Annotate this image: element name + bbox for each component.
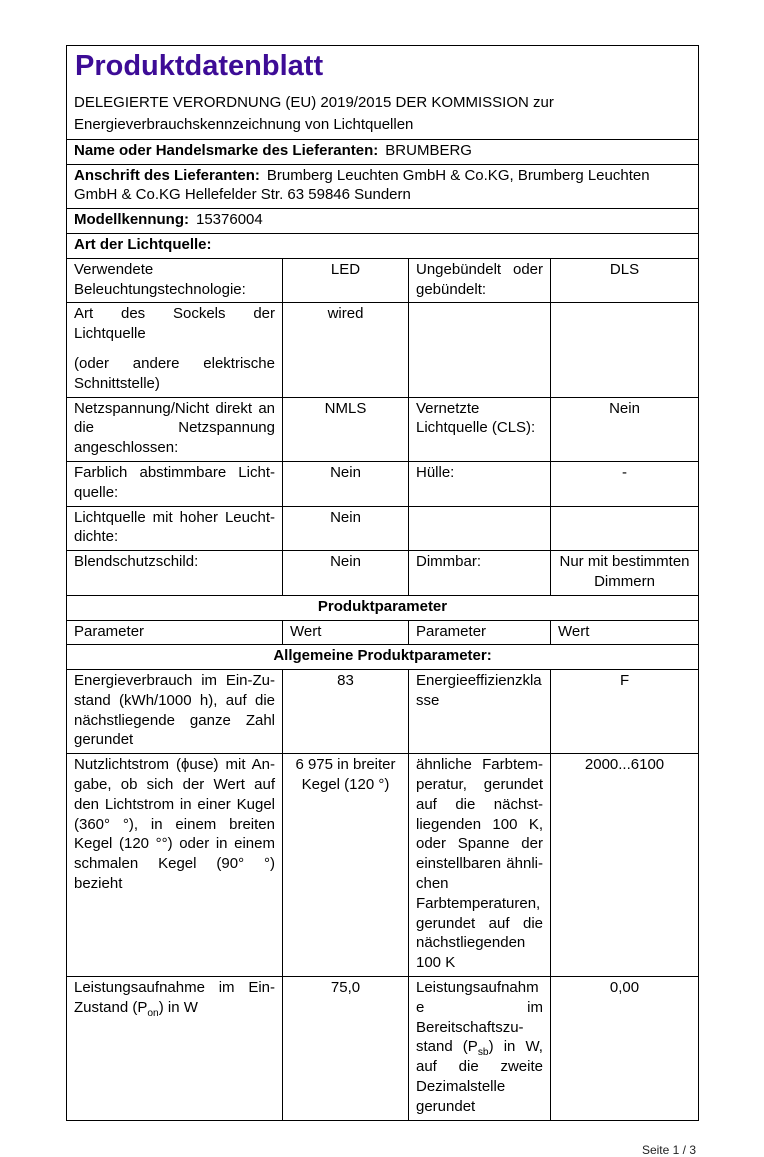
- parameter-cell: ähnliche Farbtemperatur, gerundet auf die nächstliegenden 100 K, oder Spanne der einstellbaren ähnlichen Farbtemperaturen, gerundet auf die nächstliegenden 100 K: [409, 754, 551, 977]
- column-header: Wert: [283, 620, 409, 645]
- supplier-address-label: Anschrift des Lieferanten:: [74, 166, 260, 184]
- parameter-cell: [409, 977, 551, 1121]
- value-cell: Nur mit bestimmten Dimmern: [551, 551, 699, 596]
- value-cell: -: [551, 461, 699, 506]
- value-cell: 6 975 in breiter Kegel (120 °): [283, 754, 409, 977]
- value-cell: 2000...6100: [551, 754, 699, 977]
- product-datasheet-table: [66, 45, 699, 1121]
- value-cell: 83: [283, 670, 409, 754]
- supplier-name-label: Name oder Handelsmarke des Lieferanten:: [74, 141, 379, 159]
- parameter-cell: Netzspannung/Nicht direkt an die Netzspannung angeschlossen:: [67, 397, 283, 461]
- value-cell: Nein: [283, 461, 409, 506]
- column-header-row: [67, 620, 699, 645]
- table-row: [67, 461, 699, 506]
- page-title: Produktdatenblatt: [75, 50, 324, 82]
- model-id-row: [67, 209, 699, 234]
- subscript-on: on: [147, 1007, 159, 1019]
- value-cell: Nein: [283, 506, 409, 551]
- subscript-sb: sb: [477, 1047, 489, 1059]
- table-row: [67, 506, 699, 551]
- parameter-cell: Nutzlichtstrom (ϕuse) mit Angabe, ob sich der Wert auf den Lichtstrom in einer Kugel (360° °), in einem breiten Kegel (120 °°) oder in einem schmalen Kegel (90° °) bezieht: [67, 754, 283, 977]
- model-id-value: 15376004: [196, 211, 263, 229]
- value-cell-empty: [551, 303, 699, 397]
- parameter-cell: Vernetzte Lichtquelle (CLS):: [409, 397, 551, 461]
- column-header: Parameter: [409, 620, 551, 645]
- page-footer: [66, 1143, 698, 1157]
- light-source-heading: Art der Lichtquelle:: [67, 233, 699, 258]
- table-row: [67, 670, 699, 754]
- product-params-heading-row: [67, 595, 699, 620]
- table-row: [67, 303, 699, 397]
- parameter-cell-empty: [409, 506, 551, 551]
- general-params-heading-row: [67, 645, 699, 670]
- value-cell: 75,0: [283, 977, 409, 1121]
- supplier-name-cell: [67, 139, 699, 164]
- parameter-cell: Hülle:: [409, 461, 551, 506]
- table-row: [67, 977, 699, 1121]
- parameter-cell: [67, 303, 283, 397]
- value-cell: DLS: [551, 258, 699, 303]
- parameter-cell: Lichtquelle mit hoher Leuchtdichte:: [67, 506, 283, 551]
- page-number: Seite 1 / 3: [641, 1142, 696, 1157]
- parameter-cell: Blendschutzschild:: [67, 551, 283, 596]
- supplier-name-value: BRUMBERG: [385, 141, 472, 159]
- title-row: [67, 46, 699, 140]
- parameter-text-secondary: (oder andere elektrische Schnittstelle): [74, 354, 275, 392]
- light-source-heading-row: [67, 233, 699, 258]
- title-block: [67, 46, 699, 140]
- column-header: Parameter: [67, 620, 283, 645]
- table-row: [67, 397, 699, 461]
- value-cell: F: [551, 670, 699, 754]
- product-params-heading: Produktparameter: [67, 595, 699, 620]
- value-cell: NMLS: [283, 397, 409, 461]
- supplier-name-row: [67, 139, 699, 164]
- table-row: [67, 754, 699, 977]
- parameter-text: Art des Sockels der Lichtquelle: [74, 305, 275, 343]
- parameter-text: Leistungsaufnahme im Bereitschaftszustand (P: [416, 979, 543, 1056]
- value-cell: wired: [283, 303, 409, 397]
- table-row: [67, 551, 699, 596]
- supplier-address-value: Brumberg Leuchten GmbH & Co.KG, Brumberg Leuchten GmbH & Co.KG Hellefelder Str. 63 59846 Sundern: [74, 166, 650, 204]
- column-header: Wert: [551, 620, 699, 645]
- model-id-cell: [67, 209, 699, 234]
- value-cell-empty: [551, 506, 699, 551]
- parameter-cell: Verwendete Beleuchtungstechnologie:: [67, 258, 283, 303]
- parameter-cell: [67, 977, 283, 1121]
- general-params-heading: Allgemeine Produktparameter:: [67, 645, 699, 670]
- parameter-text: ) in W: [158, 998, 198, 1016]
- parameter-cell-empty: [409, 303, 551, 397]
- parameter-text: Leistungsaufnahme im Ein-Zustand (P: [74, 979, 275, 1016]
- model-id-label: Modellkennung:: [74, 211, 189, 229]
- value-cell: LED: [283, 258, 409, 303]
- value-cell: Nein: [551, 397, 699, 461]
- parameter-text: ) in W, auf die zweite Dezimalstelle gerundet: [416, 1038, 543, 1115]
- parameter-cell: Ungebündelt oder gebündelt:: [409, 258, 551, 303]
- value-cell: 0,00: [551, 977, 699, 1121]
- value-cell: Nein: [283, 551, 409, 596]
- regulation-subtitle: DELEGIERTE VERORDNUNG (EU) 2019/2015 DER KOMMISSION zur Energieverbrauchskennzeichnung von Lichtquellen: [74, 94, 554, 134]
- supplier-address-row: [67, 164, 699, 209]
- parameter-cell: Energieeffizienzklasse: [409, 670, 551, 754]
- supplier-address-cell: [67, 164, 699, 209]
- parameter-cell: Farblich abstimmbare Lichtquelle:: [67, 461, 283, 506]
- parameter-cell: Dimmbar:: [409, 551, 551, 596]
- table-row: [67, 258, 699, 303]
- parameter-cell: Energieverbrauch im Ein-Zustand (kWh/1000 h), auf die nächstliegende ganze Zahl gerundet: [67, 670, 283, 754]
